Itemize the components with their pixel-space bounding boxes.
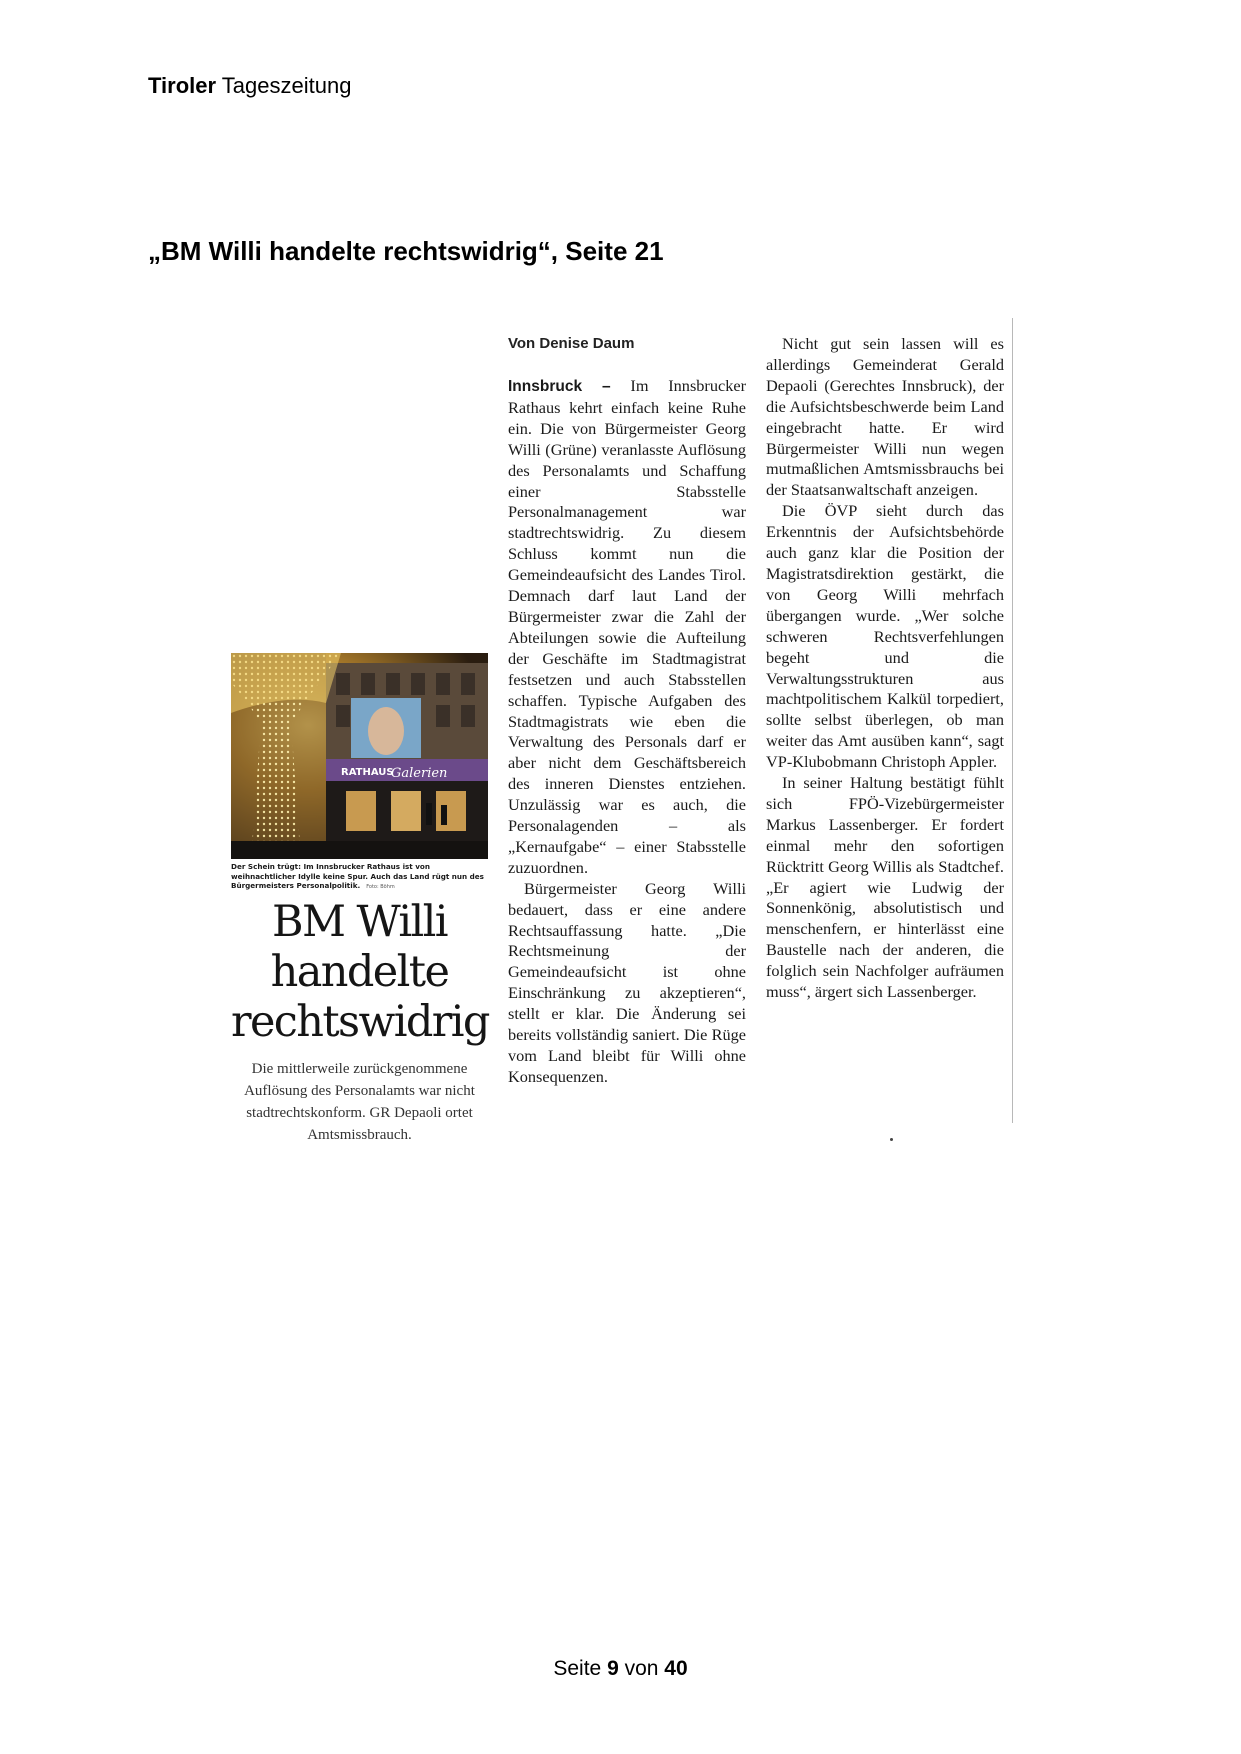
publication-name-bold: Tiroler [148,73,217,98]
photo-sign-script: Galerien [391,766,448,781]
article-paragraph: Nicht gut sein lassen will es allerdings Gemeinderat Gerald Depaoli (Gerechtes Innsbruck), der die Aufsichtsbeschwerde beim Land eingebracht hatte. Er wird Bürgermeister Willi nun wegen mutmaßlichen Amtsmissbrauchs bei der Staatsanwaltschaft anzeigen. [766,334,1004,500]
page-label: Seite [553,1657,602,1680]
photo-sign-text: RATHAUS [341,767,394,778]
total-pages: 40 [664,1657,688,1680]
article-author: Von Denise Daum [508,335,635,352]
clipping-border-line [1012,318,1013,1123]
publication-name-regular: Tageszeitung [221,73,352,98]
article-paragraph: In seiner Haltung bestätigt fühlt sich FPÖ-Vizebürgermeister Markus Lassenberger. Er fordert einmal mehr den sofortigen Rücktritt Georg Willis als Stadtchef. „Er agiert wie Ludwig der Sonnenkönig, absolutistisch und menschenfern, er hinterlässt eine Baustelle nach der anderen, die folglich sein Nachfolger aufräumen muss“, ärgert sich Lassenberger. [766,773,1004,1002]
paragraph-text: Im Innsbrucker Rathaus kehrt einfach keine Ruhe ein. Die von Bürgermeister Georg Willi (Grüne) veranlasste Auflösung des Personalamts und Schaffung einer Stabsstelle Personalmanagement war stadtrechtswidrig. Zu diesem Schluss kommt nun die Gemeindeaufsicht des Landes Tirol. Demnach darf laut Land der Bürgermeister zwar die Zahl der Abteilungen sowie die Aufteilung der Geschäfte im Stadtmagistrat festsetzen und auch Stabsstellen schaffen. Typische Aufgaben des Stadtmagistrats wie eben die Verwaltung des Personals darf er aber nicht dem Geschäftsbereich des inneren Dienstes entziehen. Unzulässig war es auch, die Personalagenden – als „Kernaufgabe“ – einer Stabsstelle zuzuordnen. [508,376,747,877]
headline-line: BM Willi [272,897,447,947]
headline-line: rechtswidrig [231,997,489,1047]
article-column-1 [508,376,746,1088]
article-paragraph [508,376,746,879]
end-mark [890,1138,893,1141]
article-paragraph: Bürgermeister Georg Willi bedauert, dass er eine andere Rechtsauffassung hatte. „Die Rechtsmeinung der Gemeindeaufsicht ist ohne Einschränkung zu akzeptieren“, stellt er klar. Die Änderung sei bereits vollständig saniert. Die Rüge vom Land bleibt für Willi ohne Konsequenzen. [508,878,746,1086]
article-photo [231,653,488,859]
photo-credit: Foto: Böhm [366,884,395,891]
article-subheadline: Die mittlerweile zurückgenommene Auflösung des Personalamts war nicht stadtrechtskonform. GR Depaoli ortet Amtsmissbrauch. [244,1061,475,1143]
article-column-2 [766,334,1004,1003]
photo-caption [231,862,488,893]
dateline: Innsbruck – [508,378,611,395]
document-title: „BM Willi handelte rechtswidrig“, Seite 21 [148,236,664,266]
headline-line: handelte [270,947,449,997]
page-number [0,1656,1241,1682]
page-of-label: von [624,1657,659,1680]
current-page: 9 [607,1657,619,1680]
article-headline [231,897,488,1047]
article-paragraph: Die ÖVP sieht durch das Erkenntnis der Aufsichtsbehörde auch ganz klar die Position der Magistratsdirektion gestärkt, die von Georg Willi mehrfach übergangen wurde. „Wer solche schweren Rechtsverfehlungen begeht und die Verwaltungsstrukturen aus machtpolitischem Kalkül torpediert, sollte selbst überlegen, ob man weiter das Amt ausüben kann“, sagt VP-Klubobmann Christoph Appler. [766,501,1004,772]
photo-caption-text: Der Schein trügt: Im Innsbrucker Rathaus ist von weihnachtlicher Idylle keine Spur. Auch das Land rügt nun des Bürgermeisters Personalpolitik. [231,862,484,891]
publication-name [148,72,351,100]
